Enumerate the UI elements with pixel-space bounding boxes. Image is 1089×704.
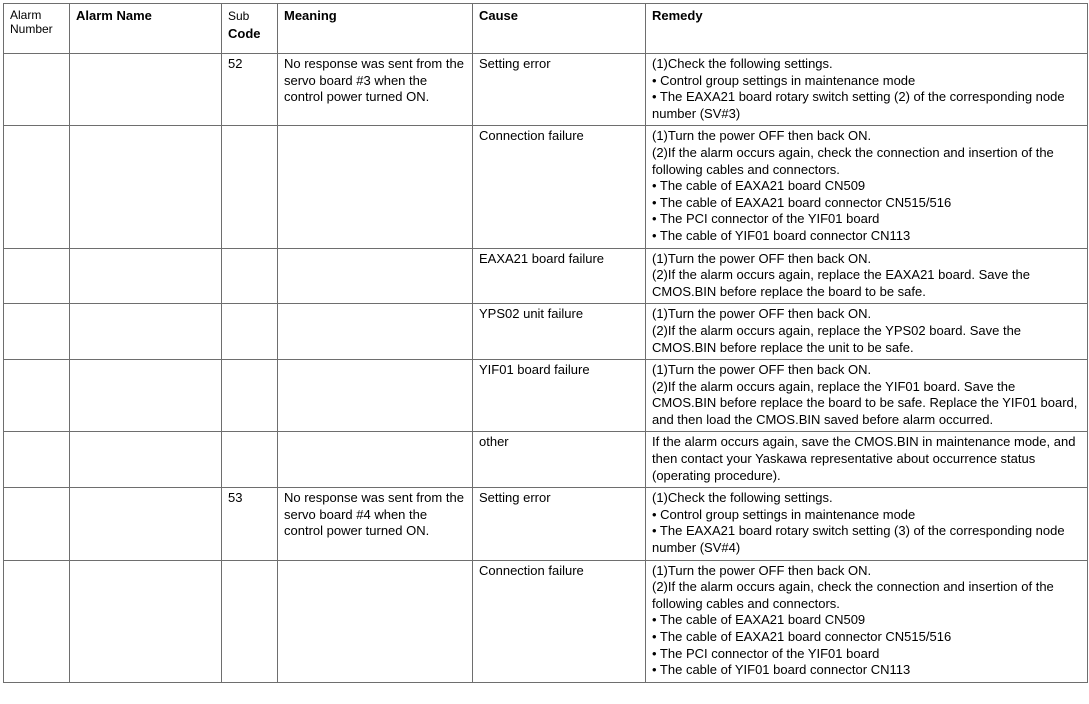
cause-cell: EAXA21 board failure: [473, 248, 646, 304]
remedy-cell: [646, 488, 1088, 560]
remedy-line: • Control group settings in maintenance mode: [652, 72, 916, 88]
remedy-line: • The cable of EAXA21 board CN509: [652, 612, 866, 628]
remedy-line: • The EAXA21 board rotary switch setting (2) of the corresponding node number (SV#3): [652, 89, 1065, 121]
table-row: [4, 54, 1088, 126]
cause-cell: Connection failure: [473, 560, 646, 682]
remedy-line: (2)If the alarm occurs again, check the connection and insertion of the following cables and connectors.: [652, 144, 1054, 177]
table-row: [4, 360, 1088, 432]
sub-code-cell: [222, 304, 278, 360]
remedy-cell: [646, 360, 1088, 432]
header-alarm-name: Alarm Name: [70, 4, 222, 54]
header-meaning: Meaning: [278, 4, 473, 54]
header-remedy: Remedy: [646, 4, 1088, 54]
remedy-line: (2)If the alarm occurs again, replace the YIF01 board. Save the CMOS.BIN before replace the board to be safe. Replace the YIF01 board, and then load the CMOS.BIN saved before alarm occurred.: [652, 378, 1078, 427]
alarm-number-cell: [4, 248, 70, 304]
sub-code-cell: [222, 560, 278, 682]
cause-cell: other: [473, 432, 646, 488]
sub-code-cell: [222, 432, 278, 488]
remedy-cell: [646, 560, 1088, 682]
cause-cell: YIF01 board failure: [473, 360, 646, 432]
remedy-line: If the alarm occurs again, save the CMOS.BIN in maintenance mode, and then contact your Yaskawa representative about occurrence status (operating procedure).: [652, 434, 1076, 483]
meaning-cell: [278, 560, 473, 682]
remedy-line: (1)Turn the power OFF then back ON.: [652, 250, 872, 266]
meaning-cell: [278, 304, 473, 360]
remedy-line: • The cable of EAXA21 board connector CN515/516: [652, 194, 952, 210]
table-row: [4, 432, 1088, 488]
remedy-line: • The EAXA21 board rotary switch setting (3) of the corresponding node number (SV#4): [652, 523, 1065, 556]
remedy-line: (1)Turn the power OFF then back ON.: [652, 128, 872, 144]
alarm-number-cell: [4, 126, 70, 248]
cause-cell: Connection failure: [473, 126, 646, 248]
remedy-cell: [646, 54, 1088, 126]
table-row: [4, 248, 1088, 304]
alarm-number-cell: [4, 54, 70, 126]
remedy-line: (2)If the alarm occurs again, check the connection and insertion of the following cables and connectors.: [652, 579, 1054, 611]
header-alarm-number: Alarm Number: [4, 4, 70, 54]
meaning-cell: No response was sent from the servo board #3 when the control power turned ON.: [278, 54, 473, 126]
remedy-line: • The PCI connector of the YIF01 board: [652, 211, 880, 227]
alarm-name-cell: [70, 126, 222, 248]
sub-code-cell: [222, 360, 278, 432]
alarm-table: [3, 3, 1088, 683]
remedy-cell: [646, 248, 1088, 304]
remedy-line: (1)Turn the power OFF then back ON.: [652, 362, 872, 378]
remedy-cell: [646, 304, 1088, 360]
header-row: [4, 4, 1088, 54]
remedy-line: (1)Check the following settings.: [652, 56, 833, 71]
remedy-line: • The cable of YIF01 board connector CN113: [652, 227, 911, 243]
remedy-line: (2)If the alarm occurs again, replace the YPS02 board. Save the CMOS.BIN before replace the unit to be safe.: [652, 322, 1022, 355]
alarm-name-cell: [70, 54, 222, 126]
table-body: [4, 54, 1088, 683]
meaning-cell: [278, 126, 473, 248]
remedy-cell: [646, 432, 1088, 488]
remedy-cell: [646, 126, 1088, 248]
alarm-name-cell: [70, 304, 222, 360]
alarm-number-cell: [4, 488, 70, 560]
sub-code-cell: 53: [222, 488, 278, 560]
remedy-line: (1)Turn the power OFF then back ON.: [652, 562, 872, 578]
cause-cell: Setting error: [473, 54, 646, 126]
sub-code-cell: 52: [222, 54, 278, 126]
cause-cell: Setting error: [473, 488, 646, 560]
header-cause: Cause: [473, 4, 646, 54]
sub-code-cell: [222, 126, 278, 248]
remedy-line: (1)Turn the power OFF then back ON.: [652, 306, 872, 322]
alarm-name-cell: [70, 248, 222, 304]
alarm-number-cell: [4, 304, 70, 360]
alarm-name-cell: [70, 560, 222, 682]
table-row: [4, 126, 1088, 248]
remedy-line: (2)If the alarm occurs again, replace the EAXA21 board. Save the CMOS.BIN before replace the board to be safe.: [652, 267, 1030, 299]
cause-cell: YPS02 unit failure: [473, 304, 646, 360]
remedy-line: • The cable of EAXA21 board CN509: [652, 178, 866, 194]
meaning-cell: [278, 360, 473, 432]
header-sub-code: [222, 4, 278, 54]
alarm-name-cell: [70, 432, 222, 488]
table-row: [4, 560, 1088, 682]
table-row: [4, 304, 1088, 360]
meaning-cell: [278, 432, 473, 488]
remedy-line: • The PCI connector of the YIF01 board: [652, 645, 880, 661]
remedy-line: • The cable of EAXA21 board connector CN515/516: [652, 629, 952, 644]
remedy-line: (1)Check the following settings.: [652, 490, 833, 506]
sub-code-cell: [222, 248, 278, 304]
header-sub-label: Sub: [228, 9, 250, 23]
alarm-name-cell: [70, 488, 222, 560]
header-code-label: Code: [228, 26, 261, 41]
alarm-number-cell: [4, 360, 70, 432]
alarm-name-cell: [70, 360, 222, 432]
table-row: [4, 488, 1088, 560]
remedy-line: • Control group settings in maintenance mode: [652, 506, 916, 522]
meaning-cell: [278, 248, 473, 304]
alarm-number-cell: [4, 432, 70, 488]
meaning-cell: No response was sent from the servo board #4 when the control power turned ON.: [278, 488, 473, 560]
alarm-number-cell: [4, 560, 70, 682]
remedy-line: • The cable of YIF01 board connector CN113: [652, 662, 911, 678]
